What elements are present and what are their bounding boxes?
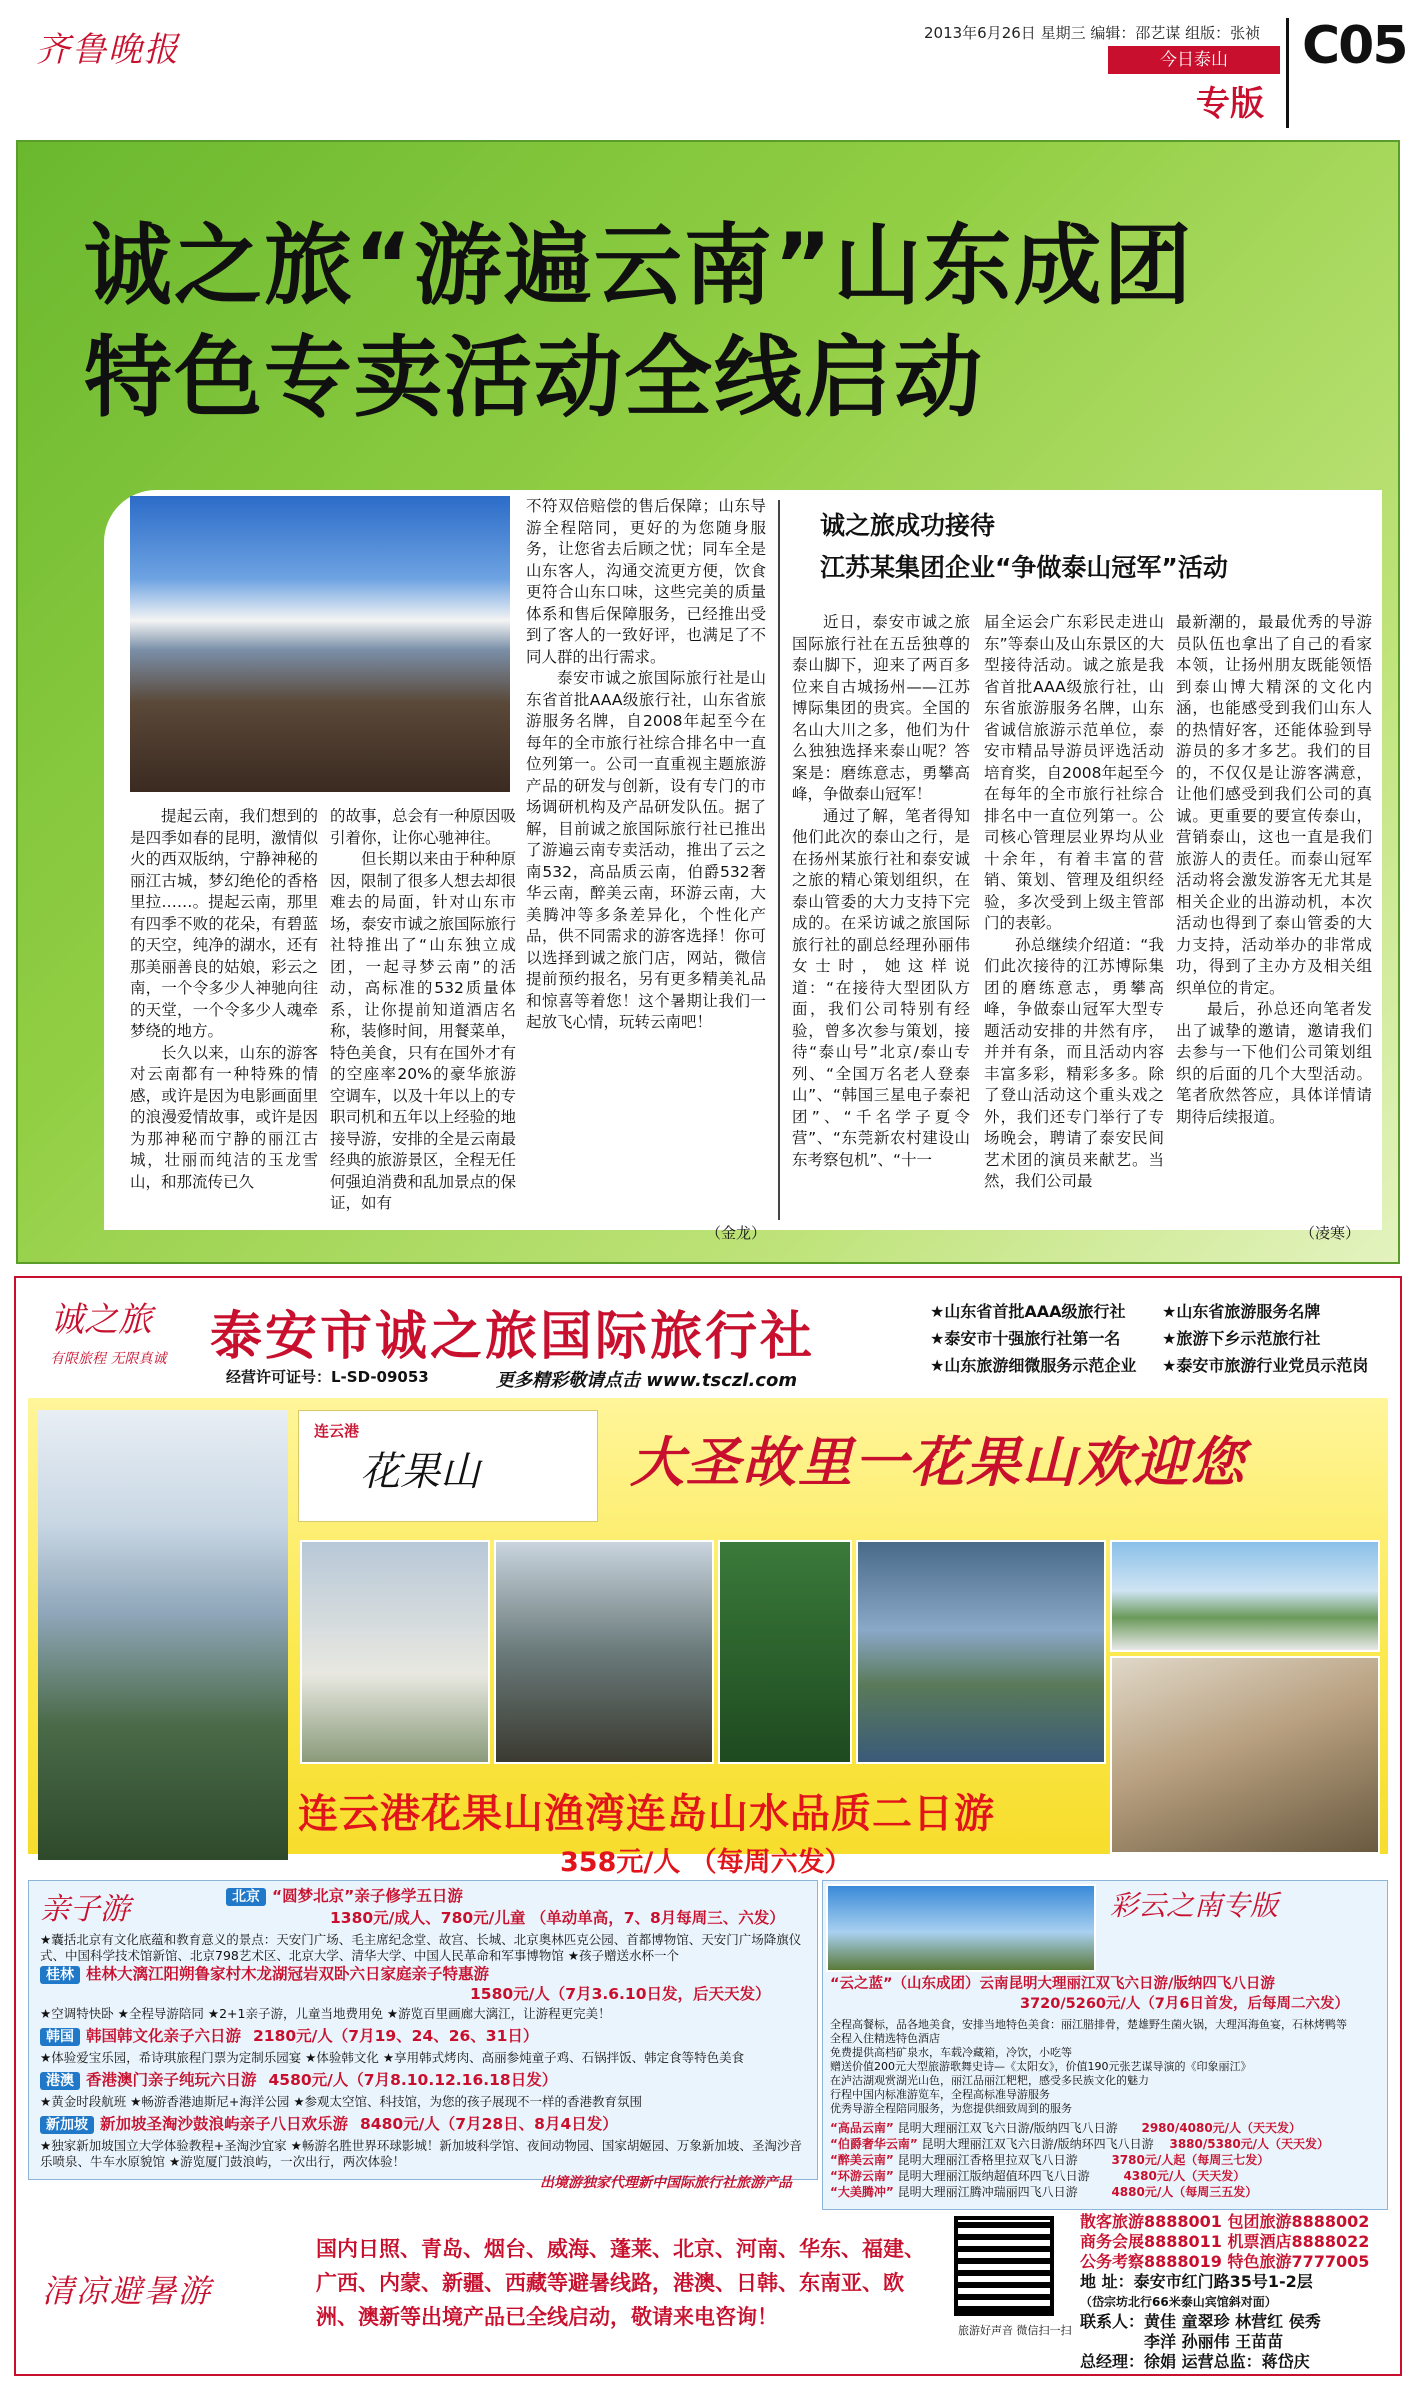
- contact-line: （岱宗坊北行66米泰山宾馆斜对面）: [1080, 2295, 1277, 2309]
- yunnan-landscape-photo: [130, 496, 510, 792]
- article-column-1: 提起云南，我们想到的是四季如春的昆明，激情似火的西双版纳，宁静神秘的丽江古城，梦幻绝伦的香格里拉……。提起云南，那里有四季不败的花朵，有碧蓝的天空，纯净的湖水，还有那美丽善良的姑娘，彩云之南，一个令多少人神驰向往的天堂，一个令多少人魂牵梦绕的地方。 长久以来，山东的游客对云南都有一种特殊的情感，或许是因为电影画面里的浪漫爱情故事，或许是因为那神秘而宁静的丽江古城，壮丽而纯洁的玉龙雪山，和那流传已久: [130, 807, 318, 1191]
- side-article-column-2: 届全运会广东彩民走进山东”等泰山及山东景区的大型接待活动。诚之旅是我省首批AAA级旅行社，山东省旅游服务名牌，山东省诚信旅游示范单位，泰安市精品导游员评选活动培育奖，自2008年起至今在每年的全市旅行社综合排名中一直位列第一。公司核心管理层业界均从业十余年，有着丰富的营销、策划、管理及组织经验，多次受到上级主管部门的表彰。 孙总继续介绍道：“我们此次接待的江苏博际集团的磨练意志，勇攀高峰，争做泰山冠军大型专题活动安排的井然有序，并并有条，而且活动内容丰富多彩，精彩多多。除了登山活动这个重头戏之外，我们还专门举行了专场晚会，聘请了泰安民间艺术团的演员来献艺。当然，我们公司最: [984, 613, 1164, 1190]
- yunnan-line: “环游云南” 昆明大理丽江版纳超值环四飞八日游 4380元/人（天天发）: [830, 2169, 1246, 2183]
- dateline: 2013年6月26日 星期三 编辑：邵艺谋 组版：张祯: [924, 24, 1261, 42]
- contact-line: 李洋 孙丽伟 王苗苗: [1144, 2332, 1284, 2351]
- special-edition-label: 专版: [1196, 84, 1264, 124]
- wechat-qr-code[interactable]: [954, 2216, 1054, 2316]
- honor-item: ★山东旅游细微服务示范企业: [930, 1356, 1137, 1375]
- yunnan-main-tour: “云之蓝”（山东成团）云南昆明大理丽江双飞六日游/版纳四飞八日游: [830, 1976, 1275, 1992]
- honor-item: ★山东省旅游服务名牌: [1162, 1302, 1321, 1321]
- huaguoshan-logo-city: 连云港: [314, 1422, 360, 1440]
- agency-website: 更多精彩敬请点击 www.tsczl.com: [496, 1370, 798, 1391]
- bay-pavilion-photo: [1110, 1540, 1380, 1652]
- contact-line: 地 址：泰安市红门路35号1-2层: [1080, 2272, 1313, 2291]
- yunnan-tours-title: 彩云之南专版: [1110, 1889, 1279, 1922]
- byline-2: （凌寒）: [1300, 1224, 1361, 1242]
- yunnan-line: “大美腾冲” 昆明大理丽江腾冲瑞丽四飞八日游 4880元/人（每周三五发）: [830, 2185, 1258, 2199]
- side-article-column-3: 最新潮的，最最优秀的导游员队伍也拿出了自己的看家本领，让扬州朋友既能领悟到泰山博大精深的文化内涵，也能感受到我们山东人的热情好客，还能体验到导游员的多才多艺。我们的目的，不仅仅是让游客满意，让他们感受到我们公司的真诚。更重要的要宣传泰山，营销泰山，这也一直是我们旅游人的责任。而泰山冠军活动将会激发游客无尤其是相关企业的出游动机，本次活动也得到了泰山管委的大力支持，活动举办的非常成功，得到了主办方及相关组织单位的肯定。 最后，孙总还向笔者发出了诚挚的邀请，邀请我们去参与一下他们公司策划组织的后面的几个大型活动。笔者欣然答应，具体详情请期待后续报道。: [1176, 613, 1372, 1126]
- honor-item: ★泰安市旅游行业党员示范岗: [1162, 1356, 1369, 1375]
- feature-item: 在泸沽湖观赏湖光山色，丽江品丽江粑粑，感受多民族文化的魅力: [830, 2074, 1149, 2087]
- contact-line: 散客旅游8888001 包团旅游8888002: [1080, 2212, 1370, 2231]
- tour-item-price: 8480元/人（7月28日、8月4日发）: [360, 2115, 618, 2133]
- tour-item-price: 4580元/人（7月8.10.12.16.18日发）: [268, 2071, 558, 2089]
- tour-name: 连云港花果山渔湾连岛山水品质二日游: [298, 1791, 995, 1837]
- monkeys-photo: [1110, 1656, 1380, 1854]
- yunnan-feature-list: [830, 2018, 1347, 2116]
- tour-item: [226, 1888, 463, 1906]
- yunnan-line-list: [830, 2120, 1329, 2200]
- outbound-note: 出境游独家代理新中国际旅行社旅游产品: [540, 2175, 792, 2191]
- tour-item: [40, 2028, 538, 2046]
- tour-item: [40, 1966, 489, 1984]
- tour-price: 358元/人 （每周六发）: [560, 1847, 852, 1878]
- feature-item: 赠送价值200元大型旅游歌舞史诗—《太阳女》，价值190元张艺谋导演的《印象丽江》: [830, 2060, 1252, 2073]
- tour-item-name: 桂林大漓江阳朔鲁家村木龙湖冠岩双卧六日家庭亲子特惠游: [86, 1965, 490, 1983]
- summer-tours-text: 国内日照、青岛、烟台、威海、蓬莱、北京、河南、华东、福建、广西、内蒙、新疆、西藏等避暑线路，港澳、日韩、东南亚、欧洲、澳新等出境产品已全线启动，敬请来电咨询！: [316, 2237, 925, 2329]
- tour-item-name: “圆梦北京”亲子修学五日游: [272, 1887, 463, 1905]
- feature-item: 全程入住精选特色酒店: [830, 2032, 940, 2045]
- huaguoshan-logo: 花果山: [360, 1449, 480, 1495]
- masthead-divider: [1286, 18, 1289, 128]
- destination-tag: 韩国: [40, 2028, 80, 2046]
- side-article-column-1: 近日，泰安市诚之旅国际旅行社在五岳独尊的泰山脚下，迎来了两百多位来自古城扬州——江苏博际集团的贵宾。全国的名山大川之多，他们为什么独独选择来泰山呢？答案是：磨练意志，勇攀高峰，争做泰山冠军！ 通过了解，笔者得知他们此次的泰山之行，是在扬州某旅行社和泰安诚之旅的精心策划组织，在泰山管委的大力支持下完成的。在采访诚之旅国际旅行社的副总经理孙丽伟女士时，她这样说道：“在接待大型团队方面，我们公司特别有经验，曾多次参与策划，接待“泰山号”北京/泰山专列、“全国万名老人登泰山”、“韩国三星电子泰祀团”、“千名学子夏令营”、“东莞新农村建设山东考察包机”、“十一: [792, 613, 970, 1169]
- license-number: 经营许可证号：L-SD-09053: [226, 1368, 429, 1386]
- mountain-rock-photo: [494, 1540, 714, 1764]
- honor-item: ★旅游下乡示范旅行社: [1162, 1329, 1321, 1348]
- tour-item-name: 香港澳门亲子纯玩六日游: [86, 2071, 257, 2089]
- feature-item: 全程高餐标，品各地美食，安排当地特色美食：丽江腊排骨，楚雄野生菌火锅，大理洱海鱼宴，石林烤鸭等: [830, 2018, 1347, 2031]
- yunnan-line: “醉美云南” 昆明大理丽江香格里拉双飞八日游 3780元/人起（每周三七发）: [830, 2153, 1270, 2167]
- headline-line-1: 诚之旅“游遍云南”山东成团: [84, 214, 1194, 317]
- promo-slogan: 大圣故里一花果山欢迎您: [630, 1430, 1246, 1494]
- tour-item-name: 新加坡圣淘沙鼓浪屿亲子八日欢乐游: [100, 2115, 349, 2133]
- headline-line-2: 特色专卖活动全线启动: [84, 326, 985, 429]
- contact-line: 商务会展8888011 机票酒店8888022: [1080, 2232, 1370, 2251]
- article-column-3: 不符双倍赔偿的售后保障；山东导游全程陪同，更好的为您随身服务，让您省去后顾之忧；同车全是山东客人，沟通交流更方便，饮食更符合山东口味，这些完美的质量体系和售后保障服务，已经推出受到了客人的一致好评，也满足了不同人群的出行需求。 泰安市诚之旅国际旅行社是山东省首批AAA级旅行社，山东省旅游服务名牌，自2008年起至今在每年的全市旅行社综合排名中一直位列第一。公司一直重视主题旅游产品的研发与创新，设有专门的市场调研机构及产品研发队伍。据了解，目前诚之旅国际旅行社已推出了游遍云南专卖活动，推出了云之南532，高品质云南，伯爵532奢华云南，醉美云南，环游云南，大美腾冲等多条差异化，个性化产品，供不同需求的游客选择！你可以选择到诚之旅门店，网站，微信提前预约报名，另有更多精美礼品和惊喜等着您！这个暑期让我们一起放飞心情，玩转云南吧！: [526, 497, 766, 1031]
- honor-item: ★泰安市十强旅行社第一名: [930, 1329, 1121, 1348]
- column-divider: [778, 500, 780, 1220]
- tour-item-desc: ★体验爱宝乐园，希诗琪旅程门票为定制乐园宴 ★体验韩文化 ★享用韩式烤肉、高丽参炖童子鸡、石锅拌饭、韩定食等特色美食: [40, 2050, 745, 2065]
- agency-logo: 诚之旅: [50, 1300, 152, 1340]
- tour-item-price: 2180元/人（7月19、24、26、31日）: [253, 2027, 539, 2045]
- feature-item: 免费提供高档矿泉水，车载冷藏箱，冷饮，小吃等: [830, 2046, 1072, 2059]
- tour-item: [40, 2072, 557, 2090]
- yunnan-line: “高品云南” 昆明大理丽江双飞六日游/版纳四飞八日游 2980/4080元/人（天天发）: [830, 2121, 1302, 2135]
- contact-line: 联系人：黄佳 童翠珍 林营红 侯秀: [1080, 2312, 1321, 2331]
- tour-item-desc: ★独家新加坡国立大学体验教程+圣淘沙宜家 ★畅游名胜世界环球影城！新加坡科学馆、夜间动物园、国家胡姬园、万象新加坡、圣淘沙音乐喷泉、牛车水原貌馆 ★游览厦门鼓浪屿，一次出行，两次体验！: [40, 2138, 802, 2169]
- yunnan-main-price: 3720/5260元/人（7月6日首发，后每周二六发）: [1020, 1996, 1349, 2012]
- qr-caption: 旅游好声音 微信扫一扫: [958, 2324, 1072, 2337]
- rainbow-lake-photo: [856, 1540, 1106, 1764]
- page-number: C05: [1302, 16, 1407, 76]
- honor-item: ★山东省首批AAA级旅行社: [930, 1302, 1126, 1321]
- agency-slogan: 有限旅程 无限真诚: [50, 1351, 167, 1367]
- tour-item: [40, 2116, 618, 2134]
- yunnan-pagoda-photo: [826, 1884, 1096, 1972]
- contact-info: [1080, 2212, 1390, 2372]
- newspaper-logo: 齐鲁晚报: [36, 30, 180, 70]
- tour-item-desc: ★空调特快卧 ★全程导游陪同 ★2+1亲子游，儿童当地费用免 ★游览百里画廊大漓江，让游程更完美！: [40, 2006, 611, 2021]
- feature-item: 优秀导游全程陪同服务，为您提供细致周到的服务: [830, 2102, 1072, 2115]
- destination-tag: 北京: [226, 1888, 266, 1906]
- byline-1: （金龙）: [706, 1224, 767, 1242]
- destination-tag: 桂林: [40, 1966, 80, 1984]
- article-column-2: 的故事，总会有一种原因吸引着你，让你心驰神往。 但长期以来由于种种原因，限制了很多人想去却很难去的局面，针对山东市场，泰安市诚之旅国际旅行社特推出了“山东独立成团，一起寻梦云南”的活动，高标准的532质量体系，让你提前知道酒店名称，装修时间，用餐菜单，特色美食，只有在国外才有的空座率20%的豪华旅游空调车，以及十年以上的专职司机和五年以上经验的地接导游，安排的全是云南最经典的旅游景区，全程无任何强迫消费和乱加景点的保证，如有: [330, 807, 517, 1212]
- destination-tag: 新加坡: [40, 2116, 94, 2134]
- tour-item-desc: ★黄金时段航班 ★畅游香港迪斯尼+海洋公园 ★参观太空馆、科技馆，为您的孩子展现不一样的香港教育氛围: [40, 2094, 643, 2109]
- stone-monument-photo: [300, 1540, 490, 1764]
- yunnan-line: “伯爵奢华云南” 昆明大理丽江双飞六日游/版纳环四飞八日游 3880/5380元/人（天天发）: [830, 2137, 1330, 2151]
- tour-item-price: 1380元/成人、780元/儿童 （单动单高，7、8月每周三、六发）: [330, 1909, 785, 1927]
- tour-item-price: 1580元/人（7月3.6.10日发，后天天发）: [470, 1985, 771, 2003]
- article-headline: [84, 210, 1194, 434]
- tour-item-desc: ★囊括北京有文化底蕴和教育意义的景点：天安门广场、毛主席纪念堂、故宫、长城、北京奥林匹克公园、首都博物馆、天安门广场降旗仪式、中国科学技术馆新馆、北京798艺术区、北京大学、清华大学、中国人民革命和军事博物馆 ★孩子赠送水杯一个: [40, 1932, 802, 1963]
- family-tours-title: 亲子游: [40, 1892, 130, 1927]
- summer-tours-title: 清凉避暑游: [42, 2272, 213, 2310]
- agency-name: 泰安市诚之旅国际旅行社: [210, 1306, 816, 1367]
- agency-honors: [930, 1298, 1400, 1379]
- bamboo-gate-photo: [718, 1540, 852, 1764]
- side-article-headline: 诚之旅成功接待 江苏某集团企业“争做泰山冠军”活动: [820, 511, 1228, 582]
- contact-line: 总经理：徐娟 运营总监：蒋岱庆: [1080, 2352, 1310, 2371]
- tour-item-name: 韩国韩文化亲子六日游: [86, 2027, 242, 2045]
- destination-tag: 港澳: [40, 2072, 80, 2090]
- section-tag: 今日泰山: [1108, 46, 1280, 74]
- contact-line: 公务考察8888019 特色旅游7777005: [1080, 2252, 1370, 2271]
- waterfall-photo: [38, 1410, 288, 1860]
- feature-item: 行程中国内标准游览车，全程高标准导游服务: [830, 2088, 1050, 2101]
